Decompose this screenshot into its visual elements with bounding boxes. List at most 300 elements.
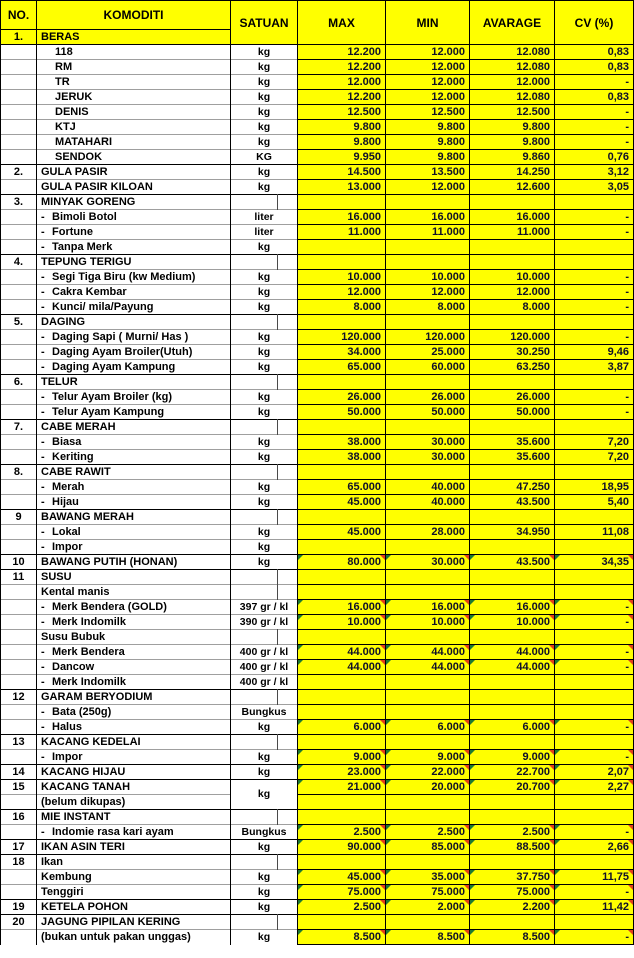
cell-satuan: kg	[231, 105, 298, 120]
cell-komoditi	[37, 60, 231, 75]
table-row	[1, 540, 634, 555]
cell-cv	[555, 630, 634, 645]
table-row	[1, 240, 634, 255]
cell-cv	[555, 465, 634, 480]
commodity-name: Merk Indomilk	[52, 615, 126, 628]
cell-avarage: 9.800	[470, 135, 555, 150]
cell-max: 6.000	[298, 720, 386, 735]
cell-cv	[555, 705, 634, 720]
commodity-name: BAWANG PUTIH (HONAN)	[41, 555, 178, 568]
table-row	[1, 510, 634, 525]
cell-satuan: kg	[231, 75, 298, 90]
cell-max: 90.000	[298, 840, 386, 855]
commodity-name: DENIS	[55, 105, 89, 118]
cell-avarage: 11.000	[470, 225, 555, 240]
commodity-name: Segi Tiga Biru (kw Medium)	[52, 270, 196, 283]
commodity-name: KACANG HIJAU	[41, 765, 126, 778]
cell-max	[298, 195, 386, 210]
cell-no	[1, 360, 37, 375]
cell-no	[1, 645, 37, 660]
cell-satuan-right	[278, 375, 298, 390]
table-row	[1, 60, 634, 75]
cell-no	[1, 180, 37, 195]
dash-bullet: -	[41, 210, 45, 223]
cell-max: 45.000	[298, 495, 386, 510]
cell-avarage: 12.500	[470, 105, 555, 120]
cell-min: 40.000	[386, 495, 470, 510]
dash-bullet: -	[41, 225, 45, 238]
cell-komoditi	[37, 900, 231, 915]
table-row	[1, 630, 634, 645]
cell-max: 12.000	[298, 75, 386, 90]
cell-min: 30.000	[386, 435, 470, 450]
cell-cv: -	[555, 600, 634, 615]
dash-bullet: -	[41, 360, 45, 373]
cell-cv	[555, 195, 634, 210]
cell-komoditi	[37, 90, 231, 105]
cell-avarage	[470, 690, 555, 705]
cell-avarage: 88.500	[470, 840, 555, 855]
cell-satuan-right	[278, 690, 298, 705]
cell-komoditi	[37, 330, 231, 345]
cell-no	[1, 600, 37, 615]
cell-avarage: 8.000	[470, 300, 555, 315]
cell-cv: 7,20	[555, 435, 634, 450]
cell-komoditi	[37, 930, 231, 945]
cell-no	[1, 450, 37, 465]
cell-cv	[555, 810, 634, 825]
cell-komoditi	[37, 225, 231, 240]
cell-satuan: kg	[231, 435, 298, 450]
cell-min: 75.000	[386, 885, 470, 900]
cell-komoditi	[37, 210, 231, 225]
cell-max: 2.500	[298, 825, 386, 840]
cell-avarage: 63.250	[470, 360, 555, 375]
cell-cv: -	[555, 75, 634, 90]
cell-no	[1, 585, 37, 600]
cell-cv: 3,12	[555, 165, 634, 180]
cell-no	[1, 345, 37, 360]
cell-satuan: kg	[231, 750, 298, 765]
cell-komoditi	[37, 630, 231, 645]
cell-min	[386, 735, 470, 750]
cell-komoditi	[37, 540, 231, 555]
commodity-name: KETELA POHON	[41, 900, 128, 913]
cell-max: 8.000	[298, 300, 386, 315]
cell-satuan-right	[278, 630, 298, 645]
cell-satuan: kg	[231, 555, 298, 570]
cell-komoditi	[37, 345, 231, 360]
cell-komoditi	[37, 510, 231, 525]
table-row	[1, 270, 634, 285]
dash-bullet: -	[41, 330, 45, 343]
cell-min: 9.000	[386, 750, 470, 765]
cell-max	[298, 315, 386, 330]
cell-satuan: kg	[231, 60, 298, 75]
cell-min: 120.000	[386, 330, 470, 345]
table-row	[1, 765, 634, 780]
commodity-name: KACANG KEDELAI	[41, 735, 141, 748]
cell-max	[298, 915, 386, 930]
cell-avarage: 12.080	[470, 90, 555, 105]
cell-max	[298, 630, 386, 645]
cell-avarage: 12.080	[470, 45, 555, 60]
cell-satuan-right	[278, 735, 298, 750]
cell-max: 26.000	[298, 390, 386, 405]
cell-cv: 5,40	[555, 495, 634, 510]
cell-max	[298, 375, 386, 390]
cell-min: 16.000	[386, 600, 470, 615]
cell-avarage: 43.500	[470, 495, 555, 510]
cell-no	[1, 660, 37, 675]
commodity-name: Impor	[52, 750, 83, 763]
cell-cv: 11,42	[555, 900, 634, 915]
cell-satuan-right	[278, 315, 298, 330]
commodity-name: Indomie rasa kari ayam	[52, 825, 174, 838]
cell-avarage	[470, 315, 555, 330]
dash-bullet: -	[41, 495, 45, 508]
dash-bullet: -	[41, 750, 45, 763]
cell-satuan-right	[278, 465, 298, 480]
cell-no: 18	[1, 855, 37, 870]
cell-avarage	[470, 540, 555, 555]
cell-komoditi	[37, 675, 231, 690]
table-row	[1, 705, 634, 720]
cell-komoditi	[37, 600, 231, 615]
cell-min: 9.800	[386, 120, 470, 135]
table-row	[1, 570, 634, 585]
table-row	[1, 195, 634, 210]
table-row	[1, 330, 634, 345]
commodity-name: GULA PASIR	[41, 165, 108, 178]
cell-avarage	[470, 855, 555, 870]
cell-avarage: 30.250	[470, 345, 555, 360]
table-row	[1, 90, 634, 105]
commodity-name: Susu Bubuk	[41, 630, 106, 643]
cell-max: 10.000	[298, 615, 386, 630]
commodity-name: Tenggiri	[41, 885, 84, 898]
cell-max	[298, 570, 386, 585]
commodity-name: BAWANG MERAH	[41, 510, 134, 523]
cell-no	[1, 825, 37, 840]
cell-cv: -	[555, 615, 634, 630]
cell-max: 50.000	[298, 405, 386, 420]
dash-bullet: -	[41, 720, 45, 733]
cell-max: 13.000	[298, 180, 386, 195]
cell-max: 10.000	[298, 270, 386, 285]
cell-avarage: 9.860	[470, 150, 555, 165]
cell-cv: -	[555, 105, 634, 120]
cell-cv	[555, 375, 634, 390]
commodity-name: Bata (250g)	[52, 705, 112, 718]
cell-cv	[555, 855, 634, 870]
dash-bullet: -	[41, 705, 45, 718]
cell-komoditi	[37, 660, 231, 675]
cell-avarage	[470, 375, 555, 390]
commodity-name: Dancow	[52, 660, 95, 673]
cell-max: 38.000	[298, 450, 386, 465]
cell-satuan-right	[278, 915, 298, 930]
cell-satuan-left	[231, 855, 278, 870]
cell-min	[386, 570, 470, 585]
cell-max: 11.000	[298, 225, 386, 240]
cell-satuan: liter	[231, 210, 298, 225]
cell-satuan: kg	[231, 120, 298, 135]
cell-no: 8.	[1, 465, 37, 480]
cell-no	[1, 330, 37, 345]
cell-min	[386, 855, 470, 870]
table-row	[1, 735, 634, 750]
cell-komoditi	[37, 255, 231, 270]
commodity-name: TELUR	[41, 375, 78, 388]
cell-komoditi	[37, 315, 231, 330]
cell-avarage	[470, 510, 555, 525]
table-row	[1, 885, 634, 900]
cell-max: 16.000	[298, 210, 386, 225]
table-row	[1, 390, 634, 405]
cell-no	[1, 270, 37, 285]
commodity-name: TEPUNG TERIGU	[41, 255, 132, 268]
commodity-name: (belum dikupas)	[41, 795, 126, 808]
cell-komoditi	[37, 450, 231, 465]
cell-satuan: 400 gr / kl	[231, 645, 298, 660]
cell-komoditi	[37, 645, 231, 660]
commodity-name: Merk Indomilk	[52, 675, 126, 688]
cell-cv	[555, 585, 634, 600]
cell-komoditi	[37, 855, 231, 870]
cell-min	[386, 540, 470, 555]
cell-satuan: kg	[231, 45, 298, 60]
commodity-name: JAGUNG PIPILAN KERING	[41, 915, 181, 928]
table-row	[1, 450, 634, 465]
cell-min: 85.000	[386, 840, 470, 855]
commodity-name: Impor	[52, 540, 83, 553]
cell-cv: -	[555, 825, 634, 840]
commodity-name: Cakra Kembar	[52, 285, 127, 298]
dash-bullet: -	[41, 615, 45, 628]
commodity-name: Kental manis	[41, 585, 110, 598]
cell-komoditi	[37, 570, 231, 585]
cell-no	[1, 390, 37, 405]
cell-cv: -	[555, 330, 634, 345]
cell-satuan-left	[231, 375, 278, 390]
dash-bullet: -	[41, 600, 45, 613]
table-row	[1, 810, 634, 825]
commodity-name: Bimoli Botol	[52, 210, 117, 223]
cell-komoditi	[37, 390, 231, 405]
table-row	[1, 780, 634, 795]
cell-satuan: 400 gr / kl	[231, 675, 298, 690]
cell-cv: 3,87	[555, 360, 634, 375]
cell-cv	[555, 420, 634, 435]
table-row	[1, 750, 634, 765]
cell-max	[298, 420, 386, 435]
cell-satuan: kg	[231, 525, 298, 540]
cell-satuan: kg	[231, 90, 298, 105]
cell-min	[386, 705, 470, 720]
commodity-name: DAGING	[41, 315, 85, 328]
commodity-name: RM	[55, 60, 73, 73]
cell-min: 30.000	[386, 450, 470, 465]
cell-max	[298, 795, 386, 810]
cell-no	[1, 615, 37, 630]
commodity-name: Merah	[52, 480, 85, 493]
cell-komoditi	[37, 810, 231, 825]
cell-satuan-right	[278, 585, 298, 600]
cell-cv: -	[555, 120, 634, 135]
cell-max: 23.000	[298, 765, 386, 780]
cell-no	[1, 150, 37, 165]
table-row	[1, 210, 634, 225]
header-komoditi: KOMODITI	[37, 1, 231, 30]
cell-avarage: 34.950	[470, 525, 555, 540]
cell-komoditi	[37, 300, 231, 315]
cell-komoditi	[37, 750, 231, 765]
table-row	[1, 255, 634, 270]
commodity-name: CABE MERAH	[41, 420, 116, 433]
cell-satuan: Bungkus	[231, 825, 298, 840]
cell-cv: -	[555, 930, 634, 945]
cell-satuan-right	[278, 255, 298, 270]
cell-komoditi	[37, 45, 231, 60]
commodity-name: Telur Ayam Kampung	[52, 405, 165, 418]
cell-satuan: kg	[231, 540, 298, 555]
commodity-name: Telur Ayam Broiler (kg)	[52, 390, 173, 403]
cell-avarage: 44.000	[470, 660, 555, 675]
table-row	[1, 405, 634, 420]
cell-cv: 11,08	[555, 525, 634, 540]
commodity-name: CABE RAWIT	[41, 465, 111, 478]
table-row	[1, 285, 634, 300]
table-row	[1, 360, 634, 375]
cell-satuan: kg	[231, 360, 298, 375]
cell-min	[386, 690, 470, 705]
cell-komoditi	[37, 465, 231, 480]
cell-satuan: kg	[231, 495, 298, 510]
table-row	[1, 465, 634, 480]
cell-satuan-right	[278, 420, 298, 435]
dash-bullet: -	[41, 285, 45, 298]
cell-komoditi	[37, 195, 231, 210]
table-row	[1, 180, 634, 195]
cell-komoditi	[37, 495, 231, 510]
cell-max: 12.200	[298, 90, 386, 105]
commodity-name: Lokal	[52, 525, 81, 538]
cell-no	[1, 225, 37, 240]
cell-komoditi	[37, 420, 231, 435]
cell-cv: -	[555, 750, 634, 765]
cell-satuan-left	[231, 915, 278, 930]
cell-max	[298, 540, 386, 555]
cell-avarage	[470, 735, 555, 750]
cell-satuan: kg	[231, 765, 298, 780]
cell-cv: -	[555, 300, 634, 315]
cell-max	[298, 675, 386, 690]
cell-max: 16.000	[298, 600, 386, 615]
cell-no	[1, 870, 37, 885]
header-no: NO.	[1, 1, 37, 30]
table-row	[1, 300, 634, 315]
cell-avarage	[470, 240, 555, 255]
commodity-name: SENDOK	[55, 150, 103, 163]
cell-max: 38.000	[298, 435, 386, 450]
table-row	[1, 840, 634, 855]
commodity-name: Fortune	[52, 225, 93, 238]
table-row	[1, 600, 634, 615]
cell-komoditi	[37, 375, 231, 390]
cell-cv	[555, 795, 634, 810]
cell-no: 11	[1, 570, 37, 585]
header-cv: CV (%)	[555, 1, 634, 45]
cell-komoditi	[37, 270, 231, 285]
header-avarage: AVARAGE	[470, 1, 555, 45]
cell-max	[298, 255, 386, 270]
cell-no	[1, 240, 37, 255]
cell-cv: 0,76	[555, 150, 634, 165]
header-satuan: SATUAN	[231, 1, 298, 45]
cell-avarage	[470, 795, 555, 810]
cell-satuan-left	[231, 570, 278, 585]
cell-max: 34.000	[298, 345, 386, 360]
cell-komoditi	[37, 870, 231, 885]
table-row	[1, 120, 634, 135]
commodity-name: Halus	[52, 720, 82, 733]
cell-min: 12.000	[386, 285, 470, 300]
commodity-name: Hijau	[52, 495, 79, 508]
cell-satuan: kg	[231, 450, 298, 465]
cell-min: 60.000	[386, 360, 470, 375]
cell-komoditi	[37, 735, 231, 750]
cell-avarage: 14.250	[470, 165, 555, 180]
cell-no: 12	[1, 690, 37, 705]
cell-komoditi	[37, 480, 231, 495]
cell-min: 12.000	[386, 180, 470, 195]
cell-no	[1, 90, 37, 105]
cell-satuan: 400 gr / kl	[231, 660, 298, 675]
cell-max: 12.500	[298, 105, 386, 120]
cell-satuan: kg	[231, 165, 298, 180]
cell-avarage: 12.000	[470, 75, 555, 90]
commodity-name: IKAN ASIN TERI	[41, 840, 125, 853]
cell-satuan: kg	[231, 180, 298, 195]
cell-avarage	[470, 420, 555, 435]
table-row	[1, 495, 634, 510]
cell-no: 5.	[1, 315, 37, 330]
header-row	[1, 1, 634, 30]
cell-cv	[555, 240, 634, 255]
cell-komoditi	[37, 405, 231, 420]
commodity-name: JERUK	[55, 90, 93, 103]
cell-min: 20.000	[386, 780, 470, 795]
header-max: MAX	[298, 1, 386, 45]
cell-max	[298, 240, 386, 255]
cell-min: 12.000	[386, 60, 470, 75]
cell-no	[1, 285, 37, 300]
cell-no	[1, 135, 37, 150]
cell-no: 20	[1, 915, 37, 930]
cell-cv	[555, 675, 634, 690]
cell-min: 44.000	[386, 660, 470, 675]
commodity-name: Tanpa Merk	[52, 240, 113, 253]
cell-komoditi: BERAS	[37, 30, 231, 45]
cell-satuan: 397 gr / kl	[231, 600, 298, 615]
cell-satuan-left	[231, 810, 278, 825]
dash-bullet: -	[41, 540, 45, 553]
commodity-name: MIE INSTANT	[41, 810, 111, 823]
cell-satuan: kg	[231, 285, 298, 300]
commodity-name: 118	[55, 45, 73, 58]
cell-cv: -	[555, 885, 634, 900]
